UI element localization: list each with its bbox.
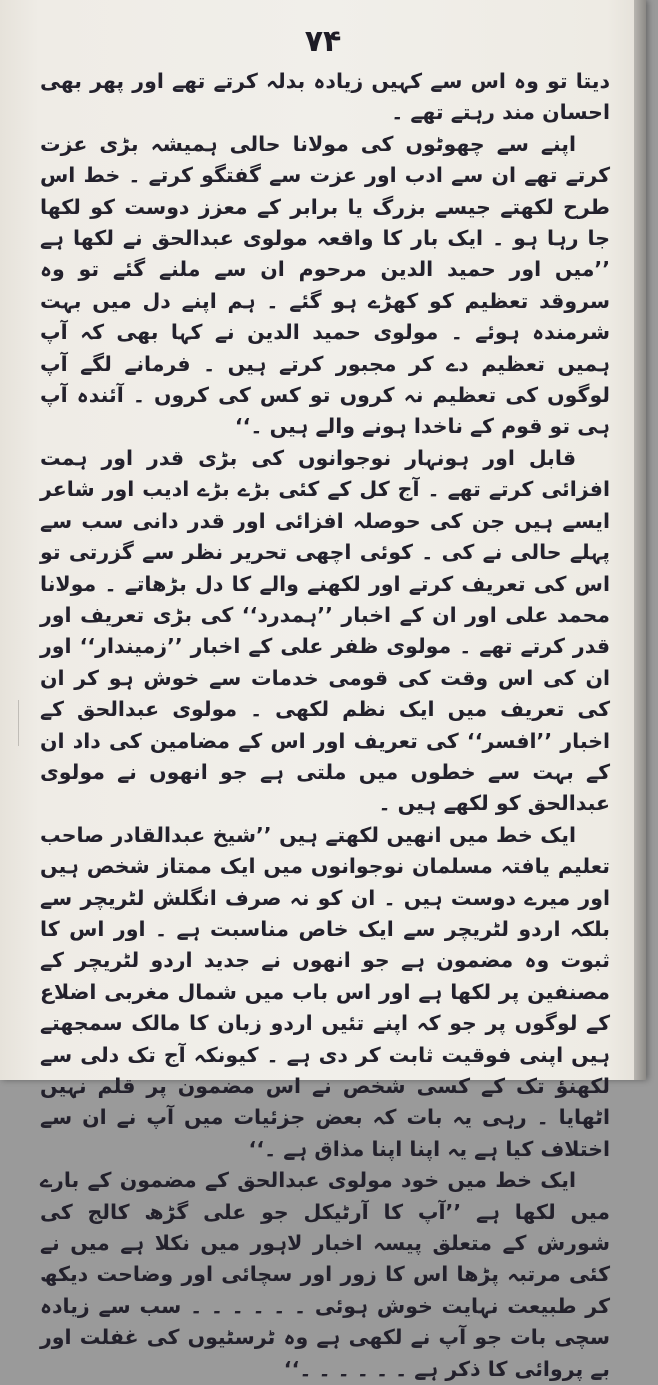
margin-pencil-mark [18,700,29,746]
body-text [40,66,610,1385]
paragraph: ایک خط میں خود مولوی عبدالحق کے مضمون کے بارے میں لکھا ہے ’’آپ کا آرٹیکل جو علی گڑھ کالج کی شورش کے متعلق پیسہ اخبار لاہور میں نکلا ہے میں نے کئی مرتبہ پڑھا اس کا زور اور سچائی اور وضاحت دیکھ کر طبیعت نہایت خوش ہوئی ۔ ۔ ۔ ۔ ۔ ۔ سب سے زیادہ سچی بات جو آپ نے لکھی ہے وہ ٹرسٹیوں کی غفلت اور بے پروائی کا ذکر ہے ۔ ۔ ۔ ۔ ۔ ۔‘‘ [40,1168,610,1381]
paragraph: قابل اور ہونہار نوجوانوں کی بڑی قدر اور ہمت افزائی کرتے تھے ۔ آج کل کے کئی بڑے بڑے ادیب اور شاعر ایسے ہیں جن کی حوصلہ افزائی اور قدر دانی سب سے پہلے حالی نے کی ۔ کوئی اچھی تحریر نظر سے گزرتی تو اس کی تعریف کرتے اور لکھنے والے کا دل بڑھاتے ۔ مولانا محمد علی اور ان کے اخبار ’’ہمدرد‘‘ کی بڑی تعریف اور قدر کرتے تھے ۔ مولوی ظفر علی کے اخبار ’’زمیندار‘‘ اور ان کی اس وقت کی قومی خدمات سے خوش ہو کر ان کی تعریف میں ایک نظم لکھی ۔ مولوی عبدالحق کے اخبار ’’افسر‘‘ کی تعریف اور اس کے مضامین کی داد ان کے بہت سے خطوں میں ملتی ہے جو انھوں نے مولوی عبدالحق کو لکھے ہیں ۔ [40,445,610,816]
page-edge [634,0,646,1080]
page-number: ۷۴ [304,24,342,59]
paragraph: ایک خط میں انھیں لکھتے ہیں ’’شیخ عبدالقادر صاحب تعلیم یافتہ مسلمان نوجوانوں میں ایک ممتاز شخص ہیں اور میرے دوست ہیں ۔ ان کو نہ صرف انگلش لٹریچر سے بلکہ اردو لٹریچر سے ایک خاص مناسبت ہے ۔ اور اس کا ثبوت وہ مضمون ہے جو انھوں نے جدید اردو لٹریچر کے مصنفین پر لکھا ہے اور اس باب میں شمال مغربی اضلاع کے لوگوں پر جو کہ اپنے تئیں اردو زبان کا مالک سمجھتے ہیں اپنی فوقیت ثابت کر دی ہے ۔ کیونکہ آج تک دلی سے لکھنؤ تک کے کسی شخص نے اس مضمون پر قلم نہیں اٹھایا ۔ رہی یہ بات کہ بعض جزئیات میں آپ نے ان سے اختلاف کیا ہے یہ اپنا اپنا مذاق ہے ۔‘‘ [40,822,610,1161]
paragraph: دیتا تو وہ اس سے کہیں زیادہ بدلہ کرتے تھے اور پھر بھی احسان مند رہتے تھے ۔ [40,69,610,125]
paragraph: اپنے سے چھوٹوں کی مولانا حالی ہمیشہ بڑی عزت کرتے تھے ان سے ادب اور عزت سے گفتگو کرتے ۔ خط اس طرح لکھتے جیسے بزرگ یا برابر کے معزز دوست کو لکھا جا رہا ہو ۔ ایک بار کا واقعہ مولوی عبدالحق نے لکھا ہے ’’میں اور حمید الدین مرحوم ان سے ملنے گئے تو وہ سروقد تعظیم کو کھڑے ہو گئے ۔ ہم اپنے دل میں بہت شرمندہ ہوئے ۔ مولوی حمید الدین نے کہا بھی کہ آپ ہمیں تعظیم دے کر مجبور کرتے ہیں ۔ فرمانے لگے آپ لوگوں کی تعظیم نہ کروں تو کس کی کروں ۔ آئندہ آپ ہی تو قوم کے ناخدا ہونے والے ہیں ۔‘‘ [40,131,610,439]
